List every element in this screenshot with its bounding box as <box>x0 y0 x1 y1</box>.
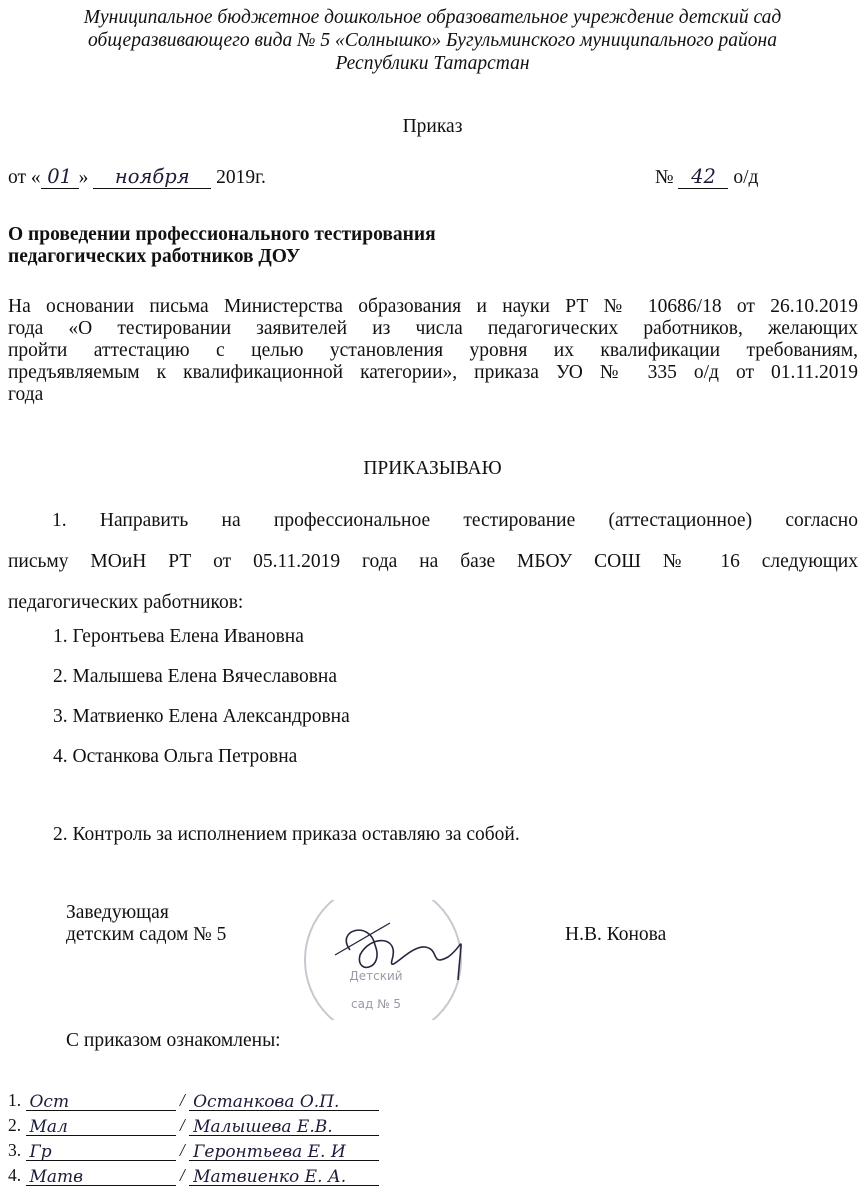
ack-signature: Гр <box>26 1140 176 1161</box>
basis-line2: года «О тестировании заявителей из числа педагогических работников, желающих <box>8 318 858 339</box>
date-prefix: от « <box>8 167 41 188</box>
date-year: 2019г. <box>216 167 266 188</box>
ack-signature: Мал <box>26 1115 176 1136</box>
item1-line3: педагогических работников: <box>8 592 244 613</box>
basis-line4: предъявляемым к квалификационной категории», приказа УО № 335 о/д от 01.11.2019 <box>8 362 858 383</box>
organization-header-line2: общеразвивающего вида № 5 «Солнышко» Бугульминского муниципального района <box>88 30 777 51</box>
employee-item: 2. Малышева Елена Вячеславовна <box>53 666 337 687</box>
order-word: ПРИКАЗЫВАЮ <box>363 458 502 479</box>
date-day: 01 <box>41 166 79 189</box>
order-subject <box>8 224 436 268</box>
date-month: ноября <box>93 166 211 189</box>
stamp-text-line1: Детский <box>349 969 403 983</box>
position-line1: Заведующая <box>66 902 169 923</box>
ack-signature: Матв <box>26 1165 176 1186</box>
order-number <box>655 166 758 189</box>
acknowledged-label: С приказом ознакомлены: <box>66 1030 281 1051</box>
number-suffix: о/д <box>733 167 759 188</box>
item1-line1: 1. Направить на профессиональное тестирование (аттестационное) согласно <box>52 510 858 531</box>
ack-name: Останкова О.П. <box>189 1090 379 1111</box>
employee-item: 3. Матвиенко Елена Александровна <box>53 706 350 727</box>
ack-number: 4. <box>8 1165 22 1185</box>
employee-item: 1. Геронтьева Елена Ивановна <box>53 626 304 647</box>
stamp-text-line2: сад № 5 <box>351 997 401 1011</box>
ack-number: 1. <box>8 1090 22 1110</box>
order-basis <box>8 296 858 406</box>
signatory-position <box>66 902 226 946</box>
ack-signature: Ост <box>26 1090 176 1111</box>
organization-header-line1: Муниципальное бюджетное дошкольное образовательное учреждение детский сад <box>83 7 782 28</box>
basis-line3: пройти аттестацию с целью установления уровня их квалификации требованиям, <box>8 340 858 361</box>
document-type: Приказ <box>402 116 463 137</box>
subject-line1: О проведении профессионального тестирования <box>8 224 436 245</box>
item1-line2: письму МОиН РТ от 05.11.2019 года на базе МБОУ СОШ № 16 следующих <box>8 551 858 572</box>
organization-header-line3: Республики Татарстан <box>335 53 530 74</box>
order-item-1 <box>8 510 858 633</box>
signatory-name: Н.В. Конова <box>565 924 667 945</box>
basis-line5: года <box>8 384 44 405</box>
ack-name: Матвиенко Е. А. <box>189 1165 379 1186</box>
ack-name: Малышева Е.В. <box>189 1115 379 1136</box>
position-line2: детским садом № 5 <box>66 924 227 945</box>
acknowledgement-row: 2. Мал / Малышева Е.В. <box>8 1115 379 1136</box>
order-item-2: 2. Контроль за исполнением приказа оставляю за собой. <box>53 824 520 845</box>
number-value: 42 <box>678 166 728 189</box>
acknowledgement-row: 1. Ост / Останкова О.П. <box>8 1090 379 1111</box>
ack-number: 3. <box>8 1140 22 1160</box>
acknowledgement-row: 4. Матв / Матвиенко Е. А. <box>8 1165 379 1186</box>
acknowledgement-row: 3. Гр / Геронтьева Е. И <box>8 1140 379 1161</box>
order-date <box>8 166 266 189</box>
basis-line1: На основании письма Министерства образования и науки РТ № 10686/18 от 26.10.2019 <box>8 296 858 317</box>
director-signature <box>330 905 480 995</box>
ack-number: 2. <box>8 1115 22 1135</box>
employee-item: 4. Останкова Ольга Петровна <box>53 746 298 767</box>
ack-name: Геронтьева Е. И <box>189 1140 379 1161</box>
subject-line2: педагогических работников ДОУ <box>8 246 301 267</box>
organization-header <box>20 6 845 75</box>
number-prefix: № <box>655 167 674 188</box>
date-mid: » <box>78 167 89 188</box>
